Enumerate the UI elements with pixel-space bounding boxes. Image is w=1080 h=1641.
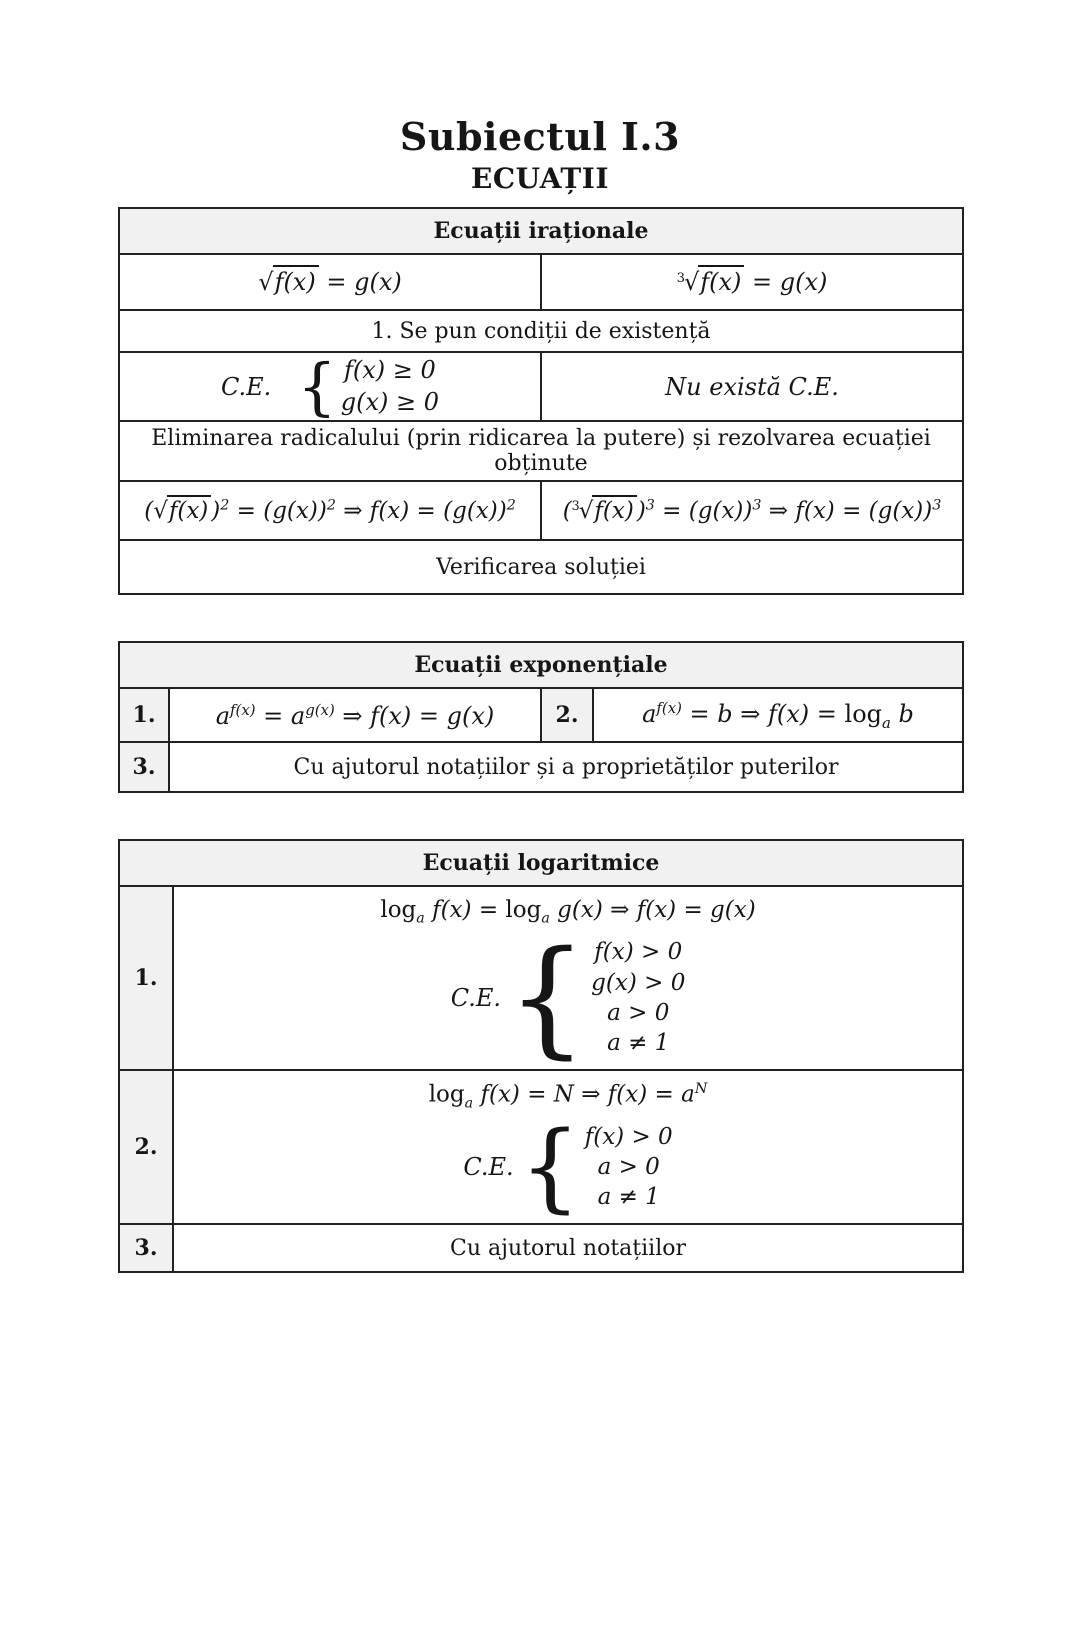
irrational-equations-table — [118, 207, 964, 595]
squared-equation-cell — [119, 481, 541, 540]
ce-system — [130, 352, 530, 422]
ce-system-cell — [119, 352, 541, 421]
verification-row — [119, 540, 963, 594]
exp-row3-text: Cu ajutorul notațiilor și a proprietăților puterilor — [293, 754, 839, 780]
elimination-row — [119, 421, 963, 481]
log-row2-cell — [173, 1070, 963, 1224]
exp-row1-equation: $a^{f(x)} = a^{g(x)}$ ⇒ f(x) = g(x) — [215, 700, 495, 730]
log-row3-text: Cu ajutorul notațiilor — [450, 1235, 686, 1261]
exp-row2-equation-cell — [593, 688, 963, 742]
existence-conditions-text: 1. Se pun condiții de existență — [371, 318, 711, 344]
exp-row3-number: 3. — [119, 742, 169, 792]
log-row3-number: 3. — [119, 1224, 173, 1272]
log-row1-ce-label: C.E. — [450, 983, 501, 1012]
logarithmic-table-header — [119, 840, 963, 886]
no-ce-text: Nu există C.E. — [665, 372, 839, 401]
log-row2-ce-system — [184, 1111, 952, 1224]
cbrt-equation-cell — [541, 254, 963, 310]
cubed-equation-cell — [541, 481, 963, 540]
cubed-equation: ($^3$√f(x) )$^3 = (g(x))^3$ ⇒ $f(x) = (g(x))^3$ — [563, 498, 942, 524]
log-row2-condition-3: a ≠ 1 — [597, 1184, 660, 1211]
system-brace: { — [297, 352, 337, 422]
log-row1-equation: $\log_a f(x) = \log_a g(x)$ ⇒ f(x) = g(x) — [380, 897, 756, 927]
log-row2-brace: { — [519, 1111, 581, 1224]
logarithmic-table-title: Ecuații logaritmice — [422, 850, 660, 877]
log-row3-text-cell — [173, 1224, 963, 1272]
exp-row3-text-cell — [169, 742, 963, 792]
log-row2-ce-label: C.E. — [463, 1153, 514, 1182]
log-row2-equation: $\log_a f(x) = N$ ⇒ $f(x) = a^N$ — [428, 1080, 708, 1112]
exponential-table-header — [119, 642, 963, 688]
log-row1-conditions — [591, 937, 685, 1058]
cbrt-equation: $^3$√f(x) = g(x) — [677, 268, 828, 296]
exponential-equations-table — [118, 641, 964, 793]
sqrt-equation-cell — [119, 254, 541, 310]
sqrt-equation: √f(x) = g(x) — [258, 268, 401, 296]
elimination-text: Eliminarea radicalului (prin ridicarea la putere) și rezolvarea ecuației obținute — [151, 426, 931, 477]
ce-condition-f: f(x) ≥ 0 — [343, 356, 436, 384]
irrational-table-header — [119, 208, 963, 254]
log-row1-condition-4: a ≠ 1 — [607, 1030, 670, 1057]
no-ce-cell — [541, 352, 963, 421]
log-row1-condition-1: f(x) > 0 — [594, 939, 683, 966]
exp-row2-equation: $a^{f(x)} = b$ ⇒ $f(x) = \log_a b$ — [642, 698, 914, 732]
existence-conditions-row — [119, 310, 963, 352]
document-page — [0, 114, 1080, 1641]
page-subtitle: ECUAȚII — [471, 162, 609, 195]
log-row1-brace: { — [506, 923, 588, 1070]
log-row2-number: 2. — [119, 1070, 173, 1224]
squared-equation: (√f(x) )$^2 = (g(x))^2$ ⇒ $f(x) = (g(x))^2$ — [144, 498, 516, 524]
logarithmic-equations-table — [118, 839, 964, 1273]
page-title: Subiectul I.3 — [399, 114, 681, 159]
verification-text: Verificarea soluției — [436, 554, 646, 580]
exp-row2-number: 2. — [541, 688, 593, 742]
log-row1-condition-3: a > 0 — [607, 999, 670, 1026]
ce-conditions — [341, 355, 439, 418]
log-row1-condition-2: g(x) > 0 — [591, 969, 686, 996]
exp-row1-equation-cell — [169, 688, 541, 742]
ce-label: C.E. — [220, 372, 272, 401]
log-row2-condition-1: f(x) > 0 — [584, 1123, 673, 1150]
exp-row1-number: 1. — [119, 688, 169, 742]
log-row1-cell — [173, 886, 963, 1070]
log-row2-condition-2: a > 0 — [597, 1154, 660, 1180]
ce-condition-g: g(x) ≥ 0 — [340, 387, 439, 416]
irrational-table-title: Ecuații iraționale — [433, 218, 649, 244]
log-row2-conditions — [585, 1122, 673, 1213]
exponential-table-title: Ecuații exponențiale — [414, 652, 668, 679]
log-row1-ce-system — [184, 923, 952, 1070]
log-row1-number: 1. — [119, 886, 173, 1070]
